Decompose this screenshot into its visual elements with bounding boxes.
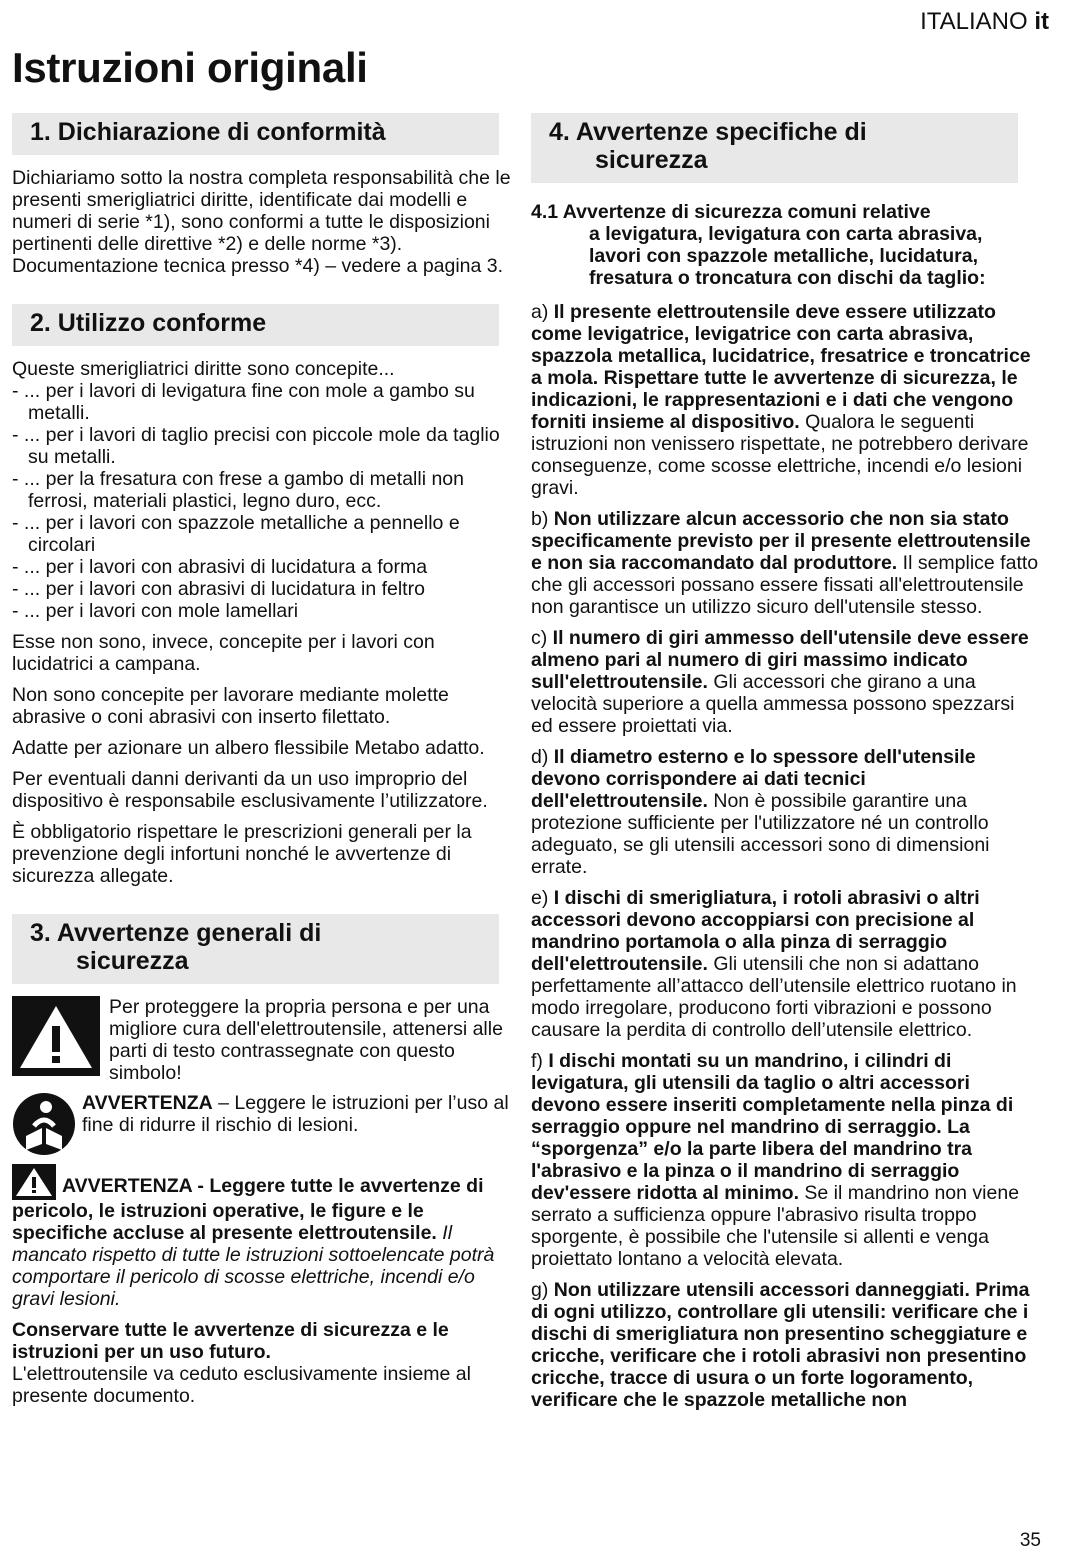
section-2-paragraph: Esse non sono, invece, concepite per i lavori con lucidatrici a campana. — [12, 631, 435, 675]
item-bold: Non utilizzare alcun accessorio che non sia stato specificamente previsto per il presente elettroutensile e non sia raccomandato dal produttore. — [531, 508, 1031, 574]
item-label: a) — [531, 301, 554, 323]
subsection-heading-cont: a levigatura, levigatura con carta abrasiva, lavori con spazzole metalliche, lucidatura, fresatura o troncatura con dischi da taglio: — [589, 223, 986, 289]
item-label: c) — [531, 627, 553, 649]
keep-instructions-text: L'elettroutensile va ceduto esclusivamente insieme al presente documento. — [12, 1363, 471, 1407]
language-name: ITALIANO — [920, 8, 1028, 35]
usage-list — [12, 380, 518, 622]
section-4-heading-line1: 4. Avvertenze specifiche di — [549, 118, 867, 146]
item-bold: Non utilizzare utensili accessori danneggiati. Prima di ogni utilizzo, controllare gli utensili: verificare che i dischi di smerigliatura non presentino scheggiature e cricche, verificare che i rotoli abrasivi non presentino cricche, tracce di usura o un forte logoramento, verificare che le spazzole metalliche non — [531, 1279, 1030, 1411]
list-item: - ... per la fresatura con frese a gambo di metalli non ferrosi, materiali plastici, legno duro, ecc. — [12, 468, 518, 512]
page-title: Istruzioni originali — [12, 44, 368, 91]
safety-item-g — [531, 1279, 1039, 1411]
safety-item-f — [531, 1050, 1039, 1270]
language-code: it — [1034, 8, 1049, 35]
general-warning-bold: AVVERTENZA - Leggere tutte le avvertenze di pericolo, le istruzioni operative, le figure e le specifiche accluse al presente elettroutensile. — [12, 1175, 484, 1244]
general-warning-italic: Il mancato rispetto di tutte le istruzioni sottoelencate potrà comportare il pericolo di scosse elettriche, incendi e/o gravi lesioni. — [12, 1222, 495, 1310]
item-bold: I dischi di smerigliatura, i rotoli abrasivi o altri accessori devono accoppiarsi con precisione al mandrino portamola o alla pinza di serraggio dell'elettroutensile. — [531, 887, 980, 975]
read-manual-text — [82, 1092, 518, 1136]
item-label: d) — [531, 746, 554, 768]
section-2-paragraph: Non sono concepite per lavorare mediante molette abrasive o coni abrasivi con inserto filettato. — [12, 684, 449, 728]
item-bold: Il presente elettroutensile deve essere utilizzato come levigatrice, levigatrice con carta abrasiva, spazzola metallica, lucidatrice, fresatrice e troncatrice a mola. Rispettare tutte le avvertenze di sicurezza, le indicazioni, le rappresentazioni e i dati che vengono forniti insieme al dispositivo. — [531, 301, 1031, 433]
item-text: Se il mandrino non viene serrato a sufficienza oppure l'abrasivo risulta troppo sporgente, è possibile che l'utensile si allenti e venga proiettato lontano a velocità elevata. — [531, 1182, 1020, 1270]
general-warning — [12, 1164, 518, 1310]
subsection-heading-line1: 4.1 Avvertenze di sicurezza comuni relative — [531, 201, 931, 223]
item-label: g) — [531, 1279, 554, 1301]
read-manual-bold: AVVERTENZA — [82, 1092, 213, 1114]
item-label: e) — [531, 887, 554, 909]
right-column — [531, 113, 1039, 1420]
safety-item-e — [531, 887, 1039, 1041]
list-item: - ... per i lavori con abrasivi di lucidatura a forma — [12, 556, 518, 578]
warning-triangle-icon — [12, 996, 100, 1076]
warning-symbol-text: Per proteggere la propria persona e per una migliore cura dell'elettroutensile, attenersi alle parti di testo contrassegnate con questo simbolo! — [109, 996, 503, 1084]
section-2-intro: Queste smerigliatrici diritte sono concepite... — [12, 358, 395, 380]
safety-item-b — [531, 508, 1039, 618]
section-1-text: Dichiariamo sotto la nostra completa responsabilità che le presenti smerigliatrici diritte, identificate dai modelli e numeri di serie *1), sono conformi a tutte le disposizioni pertinenti delle direttive *2) e delle norme *3). Documentazione tecnica presso *4) – vedere a pagina 3. — [12, 167, 511, 277]
read-manual-body: – Leggere le istruzioni per l’uso al fine di ridurre il rischio di lesioni. — [82, 1092, 509, 1136]
list-item: - ... per i lavori di levigatura fine con mole a gambo su metalli. — [12, 380, 518, 424]
item-text: Gli utensili che non si adattano perfettamente all’attacco dell’utensile elettrico ruotano in modo irregolare, producono forti vibrazioni e possono causare la perdita di controllo dell’utensile elettrico. — [531, 953, 1017, 1041]
read-manual-icon — [12, 1092, 76, 1156]
page-number: 35 — [1019, 1530, 1041, 1551]
item-bold: I dischi montati su un mandrino, i cilindri di levigatura, gli utensili da taglio o altri accessori devono essere inseriti completamente nella pinza di serraggio oppure nel mandrino di serraggio. La “sporgenza” e/o la parte libera del mandrino tra l'abrasivo e la pinza o il mandrino di serraggio dev'essere ridotta al minimo. — [531, 1050, 1014, 1204]
item-label: f) — [531, 1050, 549, 1072]
safety-item-a — [531, 301, 1039, 499]
section-2-paragraph: Per eventuali danni derivanti da un uso improprio del dispositivo è responsabile esclusivamente l’utilizzatore. — [12, 768, 488, 812]
language-header — [920, 8, 1049, 36]
safety-item-d — [531, 746, 1039, 878]
section-1-heading: 1. Dichiarazione di conformità — [12, 113, 499, 155]
section-2-paragraph: Adatte per azionare un albero flessibile Metabo adatto. — [12, 737, 485, 759]
section-3-heading — [12, 914, 499, 984]
section-4-heading — [531, 113, 1018, 183]
list-item: - ... per i lavori con abrasivi di lucidatura in feltro — [12, 578, 518, 600]
section-3-heading-line2: sicurezza — [76, 947, 189, 975]
warning-small-icon — [12, 1164, 56, 1200]
item-bold: Il diametro esterno e lo spessore dell'utensile devono corrispondere ai dati tecnici dell'elettroutensile. — [531, 746, 976, 812]
warning-symbol-row — [12, 996, 518, 1084]
item-text: Non è possibile garantire una protezione sufficiente per l'utilizzatore né un controllo adeguato, se gli utensili accessori sono di dimensioni errate. — [531, 790, 990, 878]
list-item: - ... per i lavori con mole lamellari — [12, 600, 518, 622]
keep-instructions-bold: Conservare tutte le avvertenze di sicurezza e le istruzioni per un uso futuro. — [12, 1319, 449, 1363]
item-text: Il semplice fatto che gli accessori possano essere fissati all'elettroutensile non garantisce un utilizzo sicuro dell'utensile stesso. — [531, 552, 1039, 618]
subsection-4-1-heading — [531, 201, 1039, 289]
list-item: - ... per i lavori con spazzole metalliche a pennello e circolari — [12, 512, 518, 556]
section-2-heading: 2. Utilizzo conforme — [12, 304, 499, 346]
section-2-paragraph: È obbligatorio rispettare le prescrizioni generali per la prevenzione degli infortuni nonché le avvertenze di sicurezza allegate. — [12, 821, 472, 887]
item-label: b) — [531, 508, 554, 530]
left-column — [12, 113, 518, 1416]
section-4-heading-line2: sicurezza — [595, 146, 708, 174]
safety-item-c — [531, 627, 1039, 737]
item-text: Gli accessori che girano a una velocità superiore a quella ammessa possono spezzarsi ed essere proiettati via. — [531, 671, 1015, 737]
item-text: Qualora le seguenti istruzioni non venissero rispettate, ne potrebbero derivare conseguenze, come scosse elettriche, incendi e/o lesioni gravi. — [531, 411, 1029, 499]
item-bold: Il numero di giri ammesso dell'utensile deve essere almeno pari al numero di giri massimo indicato sull'elettroutensile. — [531, 627, 1029, 693]
list-item: - ... per i lavori di taglio precisi con piccole mole da taglio su metalli. — [12, 424, 518, 468]
read-manual-row — [12, 1092, 518, 1156]
section-3-heading-line1: 3. Avvertenze generali di — [30, 919, 322, 947]
